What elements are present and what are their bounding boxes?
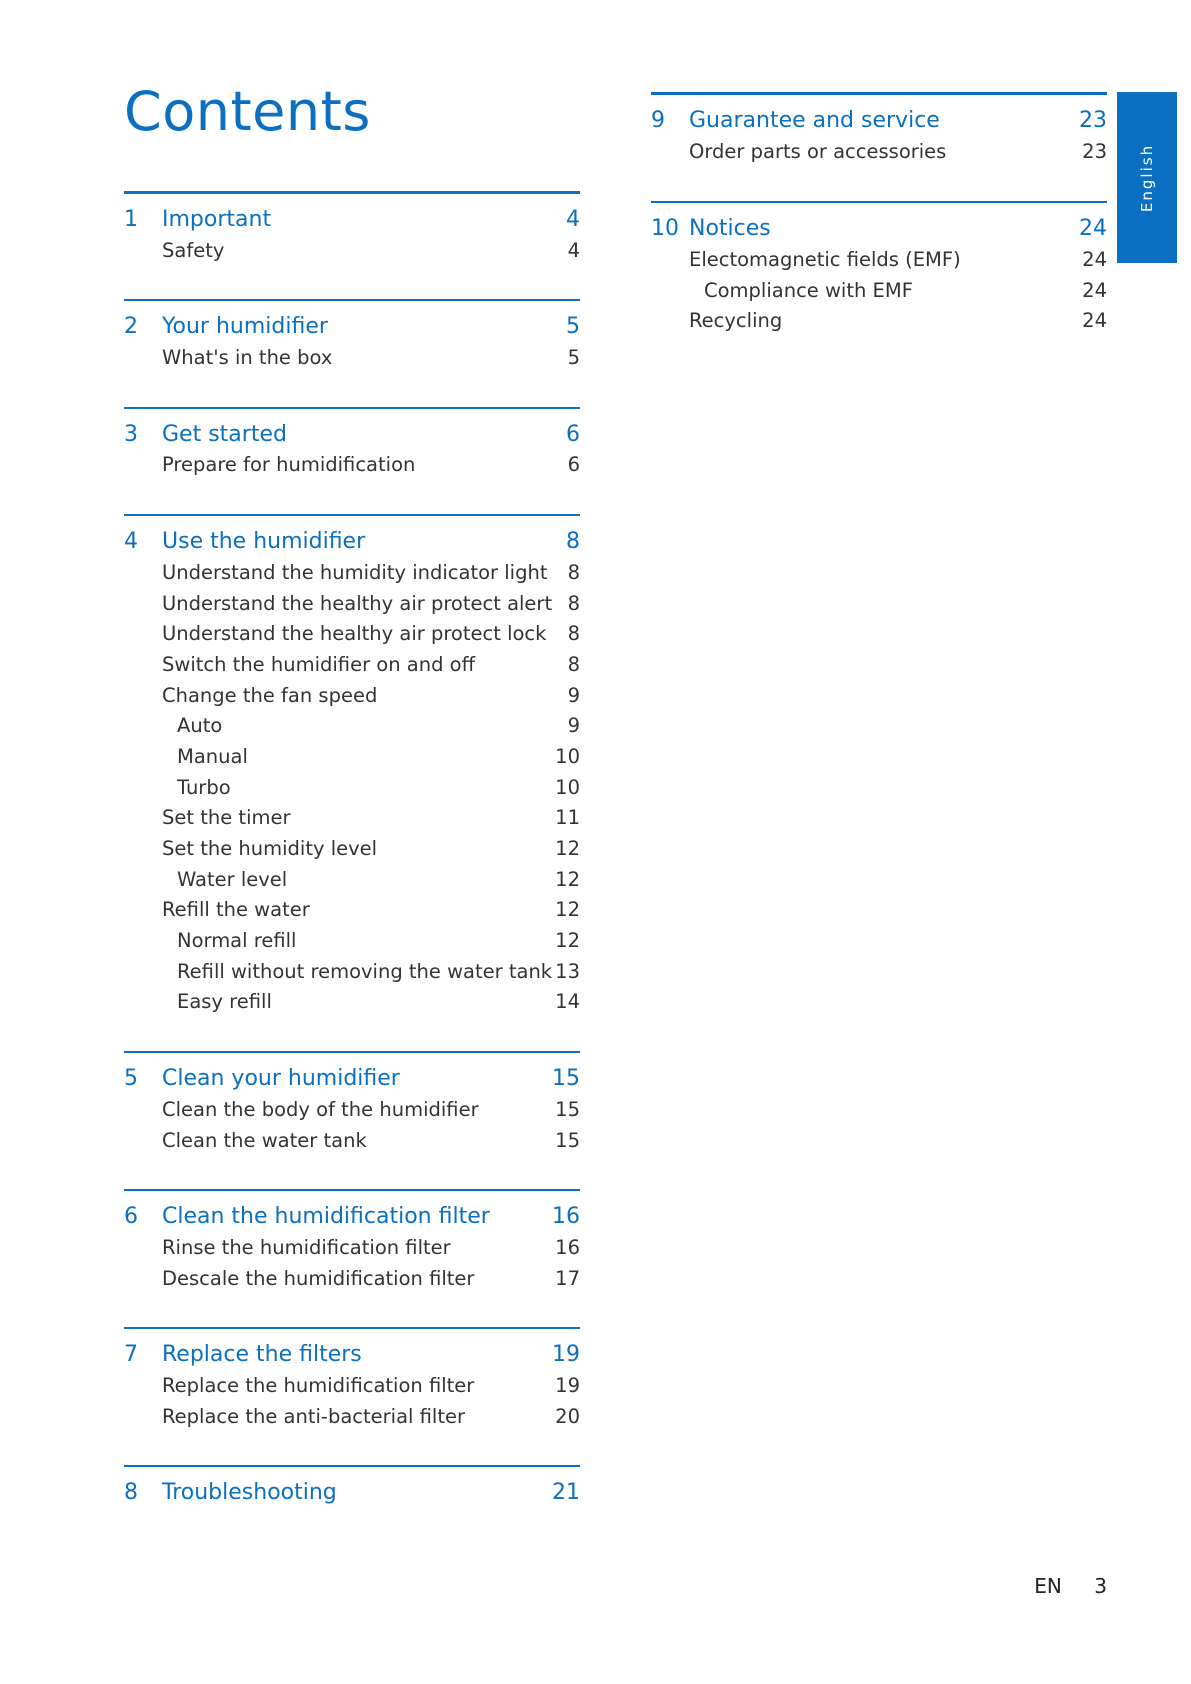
- toc-entry-row[interactable]: [124, 987, 580, 1018]
- toc-section: [124, 407, 580, 481]
- toc-entry-row[interactable]: [124, 589, 580, 620]
- entry-page: 9: [567, 683, 580, 707]
- chapter-number: 7: [124, 1342, 138, 1368]
- entry-page: 9: [567, 714, 580, 738]
- toc-entry-row[interactable]: [651, 276, 1107, 307]
- entry-title[interactable]: What's in the box: [162, 346, 333, 370]
- entry-page: 16: [555, 1235, 580, 1259]
- toc-entry-row[interactable]: [124, 926, 580, 957]
- toc-entry-row[interactable]: [124, 1233, 580, 1264]
- chapter-title[interactable]: Use the humidifier: [162, 529, 366, 555]
- page-footer: [1034, 1574, 1107, 1598]
- entry-page: 8: [567, 591, 580, 615]
- page-title: Contents: [124, 80, 371, 143]
- chapter-title[interactable]: Notices: [689, 216, 771, 242]
- entry-page: 14: [555, 990, 580, 1014]
- toc-entry-row[interactable]: [651, 245, 1107, 276]
- toc-chapter-row[interactable]: [651, 106, 1107, 137]
- toc-entry-row[interactable]: [124, 681, 580, 712]
- toc-section: [651, 92, 1107, 167]
- entry-page: 12: [555, 898, 580, 922]
- chapter-title[interactable]: Get started: [162, 421, 287, 447]
- chapter-number: 10: [651, 216, 679, 242]
- entry-page: 11: [555, 806, 580, 830]
- toc-chapter-row[interactable]: [124, 312, 580, 343]
- toc-chapter-row[interactable]: [124, 1064, 580, 1095]
- chapter-number: 6: [124, 1204, 138, 1230]
- toc-entry-row[interactable]: [124, 711, 580, 742]
- toc-section: [124, 191, 580, 266]
- toc-section: [124, 1189, 580, 1294]
- toc-entry-row[interactable]: [124, 834, 580, 865]
- chapter-title[interactable]: Your humidifier: [162, 314, 328, 340]
- entry-page: 12: [555, 837, 580, 860]
- entry-page: 8: [567, 622, 580, 646]
- toc-section: [124, 299, 580, 373]
- chapter-page: 23: [1079, 108, 1107, 133]
- entry-title[interactable]: Replace the humidification filter: [162, 1373, 475, 1397]
- chapter-page: 15: [552, 1066, 580, 1092]
- chapter-number: 8: [124, 1480, 138, 1506]
- toc-entry-row[interactable]: [124, 773, 580, 804]
- entry-title[interactable]: Water level: [177, 867, 288, 891]
- chapter-page: 4: [566, 207, 580, 232]
- chapter-title[interactable]: Important: [162, 207, 272, 232]
- language-tab: [1117, 92, 1177, 263]
- entry-page: 10: [555, 744, 580, 768]
- toc-chapter-row[interactable]: [124, 1478, 580, 1509]
- entry-title[interactable]: Manual: [177, 744, 248, 768]
- entry-title[interactable]: Refill without removing the water tank: [177, 959, 553, 983]
- entry-title[interactable]: Switch the humidifier on and off: [162, 652, 476, 676]
- entry-title[interactable]: Change the fan speed: [162, 683, 378, 707]
- entry-title[interactable]: Rinse the humidification filter: [162, 1235, 451, 1259]
- chapter-number: 1: [124, 207, 138, 232]
- entry-page: 24: [1082, 309, 1107, 333]
- toc-right-column: [651, 92, 1107, 337]
- entry-page: 6: [567, 453, 580, 477]
- chapter-page: 8: [566, 529, 580, 555]
- entry-page: 19: [555, 1373, 580, 1397]
- toc-entry-row[interactable]: [124, 1126, 580, 1157]
- chapter-title[interactable]: Replace the filters: [162, 1342, 362, 1368]
- entry-title[interactable]: Safety: [162, 238, 225, 262]
- chapter-title[interactable]: Clean your humidifier: [162, 1066, 400, 1092]
- entry-title[interactable]: Refill the water: [162, 898, 310, 922]
- chapter-number: 9: [651, 108, 665, 133]
- entry-page: 5: [567, 346, 580, 370]
- toc-chapter-row[interactable]: [124, 205, 580, 236]
- chapter-page: 21: [552, 1480, 580, 1506]
- toc-section: [124, 1465, 580, 1509]
- toc-section: [651, 201, 1107, 337]
- chapter-page: 24: [1079, 216, 1107, 242]
- chapter-title[interactable]: Clean the humidification filter: [162, 1204, 490, 1230]
- toc-left-column: [124, 191, 580, 1509]
- toc-entry-row[interactable]: [124, 1402, 580, 1433]
- entry-page: 12: [555, 929, 580, 953]
- toc-section: [124, 1051, 580, 1156]
- entry-title[interactable]: Recycling: [689, 309, 783, 333]
- entry-title[interactable]: Clean the water tank: [162, 1128, 367, 1152]
- toc-chapter-row[interactable]: [124, 1340, 580, 1371]
- entry-page: 13: [555, 959, 580, 983]
- chapter-page: 16: [552, 1204, 580, 1230]
- toc-entry-row[interactable]: [124, 1095, 580, 1126]
- chapter-number: 5: [124, 1066, 138, 1092]
- chapter-title[interactable]: Troubleshooting: [162, 1480, 337, 1506]
- toc-section: [124, 514, 580, 1018]
- toc-entry-row[interactable]: [124, 236, 580, 267]
- entry-title[interactable]: Understand the healthy air protect lock: [162, 622, 547, 646]
- entry-title[interactable]: Set the humidity level: [162, 837, 378, 860]
- entry-title[interactable]: Descale the humidification filter: [162, 1266, 475, 1290]
- entry-page: 24: [1082, 278, 1107, 302]
- toc-entry-row[interactable]: [651, 306, 1107, 337]
- entry-page: 24: [1082, 248, 1107, 272]
- entry-page: 12: [555, 867, 580, 891]
- chapter-page: 19: [552, 1342, 580, 1368]
- toc-entry-row[interactable]: [124, 343, 580, 374]
- toc-entry-row[interactable]: [124, 650, 580, 681]
- entry-title[interactable]: Order parts or accessories: [689, 139, 947, 163]
- chapter-page: 5: [566, 314, 580, 340]
- toc-entry-row[interactable]: [124, 742, 580, 773]
- toc-entry-row[interactable]: [124, 895, 580, 926]
- entry-page: 17: [555, 1266, 580, 1290]
- entry-title[interactable]: Easy refill: [177, 990, 272, 1014]
- chapter-title[interactable]: Guarantee and service: [689, 108, 940, 133]
- toc-chapter-row[interactable]: [124, 420, 580, 451]
- toc-entry-row[interactable]: [124, 558, 580, 589]
- entry-page: 8: [567, 652, 580, 676]
- footer-language: EN: [1034, 1574, 1062, 1598]
- footer-page-number: 3: [1094, 1574, 1107, 1598]
- toc-entry-row[interactable]: [124, 1264, 580, 1295]
- entry-title[interactable]: Turbo: [177, 775, 231, 799]
- entry-page: 4: [567, 238, 580, 262]
- entry-page: 15: [555, 1097, 580, 1121]
- toc-chapter-row[interactable]: [651, 214, 1107, 245]
- chapter-page: 6: [566, 421, 580, 447]
- entry-page: 20: [555, 1404, 580, 1428]
- toc-entry-row[interactable]: [124, 450, 580, 481]
- chapter-number: 3: [124, 421, 138, 447]
- entry-title[interactable]: Clean the body of the humidifier: [162, 1097, 479, 1121]
- entry-title[interactable]: Replace the anti-bacterial filter: [162, 1404, 465, 1428]
- entry-title[interactable]: Understand the humidity indicator light: [162, 560, 548, 584]
- toc-entry-row[interactable]: [651, 137, 1107, 168]
- toc-section: [124, 1327, 580, 1432]
- chapter-number: 4: [124, 529, 138, 555]
- toc-entry-row[interactable]: [124, 865, 580, 896]
- toc-entry-row[interactable]: [124, 957, 580, 988]
- entry-page: 8: [567, 560, 580, 584]
- toc-entry-row[interactable]: [124, 803, 580, 834]
- entry-title[interactable]: Auto: [177, 714, 223, 738]
- entry-title[interactable]: Normal refill: [177, 929, 297, 953]
- entry-title[interactable]: Set the timer: [162, 806, 291, 830]
- toc-entry-row[interactable]: [124, 1371, 580, 1402]
- entry-title[interactable]: Electomagnetic fields (EMF): [689, 248, 961, 272]
- toc-chapter-row[interactable]: [124, 1202, 580, 1233]
- entry-page: 10: [555, 775, 580, 799]
- entry-title[interactable]: Prepare for humidification: [162, 453, 416, 477]
- entry-title[interactable]: Compliance with EMF: [704, 278, 913, 302]
- entry-title[interactable]: Understand the healthy air protect alert: [162, 591, 553, 615]
- entry-page: 23: [1082, 139, 1107, 163]
- language-tab-label: English: [1138, 143, 1156, 212]
- toc-entry-row[interactable]: [124, 619, 580, 650]
- chapter-number: 2: [124, 314, 138, 340]
- entry-page: 15: [555, 1128, 580, 1152]
- toc-chapter-row[interactable]: [124, 527, 580, 558]
